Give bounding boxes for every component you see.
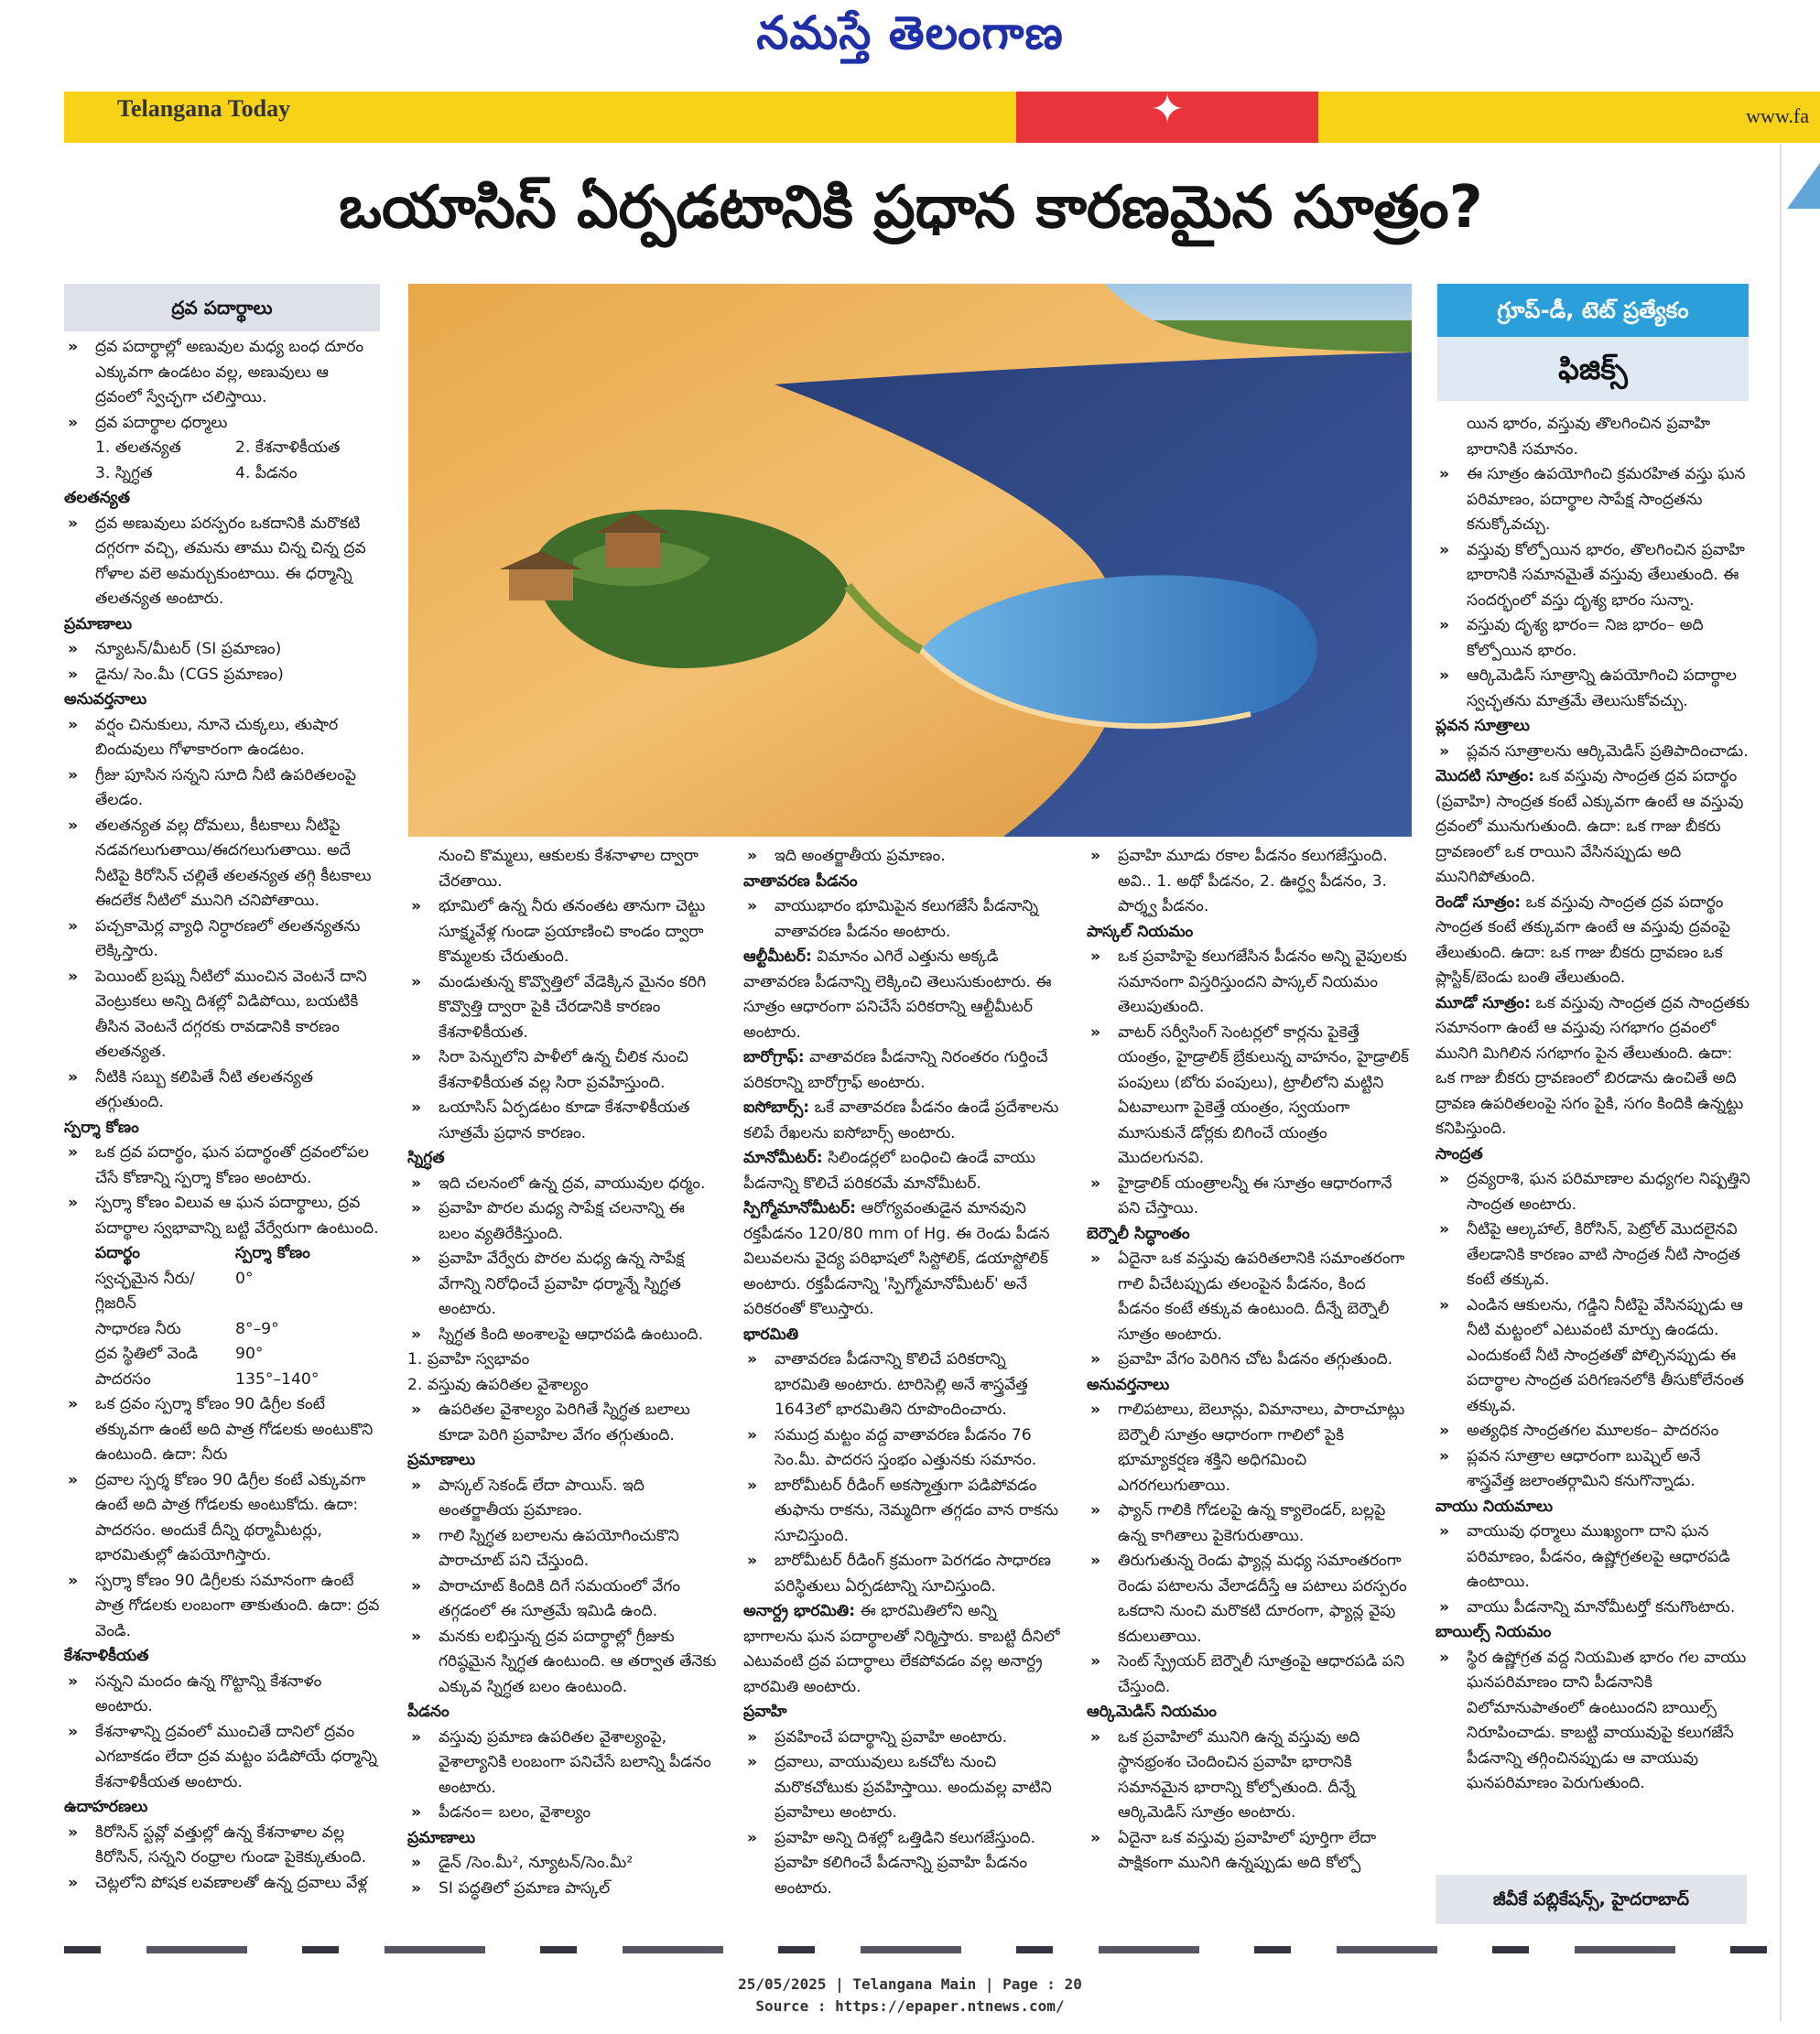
bullet-point: » పారాచూట్ కిందికి దిగే సమయంలో వేగం తగ్గడంలో ఈ సూత్రమే ఇమిడి ఉంది. bbox=[407, 1574, 719, 1625]
bullet-point: » స్థిర ఉష్ణోగ్రత వద్ద నియమిత భారం గల వాయు ఘనపరిమాణం దాని పీడనానికి విలోమానుపాతంలో ఉంటుందని బాయిల్స్ నిరూపించాడు. కాబట్టి వాయువుపై కలుగజేసే పీడనాన్ని తగ్గించినప్పుడు ఆ వాయువు ఘనపరిమాణం పెరుగుతుంది. bbox=[1435, 1646, 1750, 1797]
column-5 bbox=[1435, 412, 1750, 1872]
bullet-point: » న్యూటన్/మీటర్ (SI ప్రమాణం) bbox=[64, 637, 380, 663]
bullet-point: » ఒక ద్రవ పదార్థం, ఘన పదార్థంతో ద్రవంలోపల చేసే కోణాన్ని స్పర్శా కోణం అంటారు. bbox=[64, 1141, 380, 1191]
paragraph: నుంచి కొమ్మలు, ఆకులకు కేశనాళాల ద్వారా చేరతాయి. bbox=[439, 847, 699, 891]
bullet-point: » హైడ్రాలిక్ యంత్రాలన్నీ ఈ సూత్రం ఆధారంగానే పని చేస్తాయి. bbox=[1087, 1172, 1409, 1222]
bullet-point: » వాతావరణ పీడనాన్ని కొలిచే పరికరాన్ని భారమితి అంటారు. టారిసెల్లి అనే శాస్త్రవేత్త 1643లో భారమితిని రూపొందించారు. bbox=[743, 1347, 1060, 1423]
paragraph: స్పిగ్మోమానోమీటర్: ఆరోగ్యవంతుడైన మానవుని రక్తపీడనం 120/80 mm of Hg. ఈ రెండు పీడన విలువలను వైద్య పరిభాషలో సిస్టోలిక్, డయాస్టోలిక్ అంటారు. రక్తపీడనాన్ని 'స్పిగ్మోమానోమీటర్' అనే పరికరంతో కొలుస్తారు. bbox=[743, 1199, 1050, 1318]
bullet-point: » ఎండిన ఆకులను, గడ్డిని నీటిపై వేసినప్పుడు ఆ నీటి మట్టంలో ఎటువంటి మార్పు ఉండదు. ఎందుకంటే నీటి సాంద్రతతో పోల్చినప్పుడు ఈ పదార్థాల సాంద్రత పరిగణనలోకి తీసుకోలేనంత తక్కువ. bbox=[1435, 1293, 1750, 1420]
table-cell: 0° bbox=[235, 1269, 254, 1288]
bullet-point: » నీటిపై ఆల్కహాల్, కిరోసిన్, పెట్రోల్ మొదలైనవి తేలడానికి కారణం వాటి సాంద్రత నీటి సాంద్రత కంటే తక్కువ. bbox=[1435, 1217, 1750, 1293]
table-cell: సాధారణ నీరు bbox=[95, 1319, 181, 1338]
bullet-point: » పచ్చకామెర్ల వ్యాధి నిర్ధారణలో తలతన్యతను లెక్కిస్తారు. bbox=[64, 914, 380, 965]
page-info: 25/05/2025 | Telangana Main | Page : 20 bbox=[738, 1975, 1082, 1993]
paragraph: రెండో సూత్రం: ఒక వస్తువు సాంద్రత ద్రవ పదార్థం సాంద్రత కంటే తక్కువగా ఉంటే ఆ వస్తువు ద్రవంపై తేలుతుంది. ఉదా: ఒక గాజు బీకరు ద్రావణం ఒక ప్లాస్టిక్/బెండు బంతి తేలుతుంది. bbox=[1435, 893, 1730, 987]
paragraph: ఆల్టీమీటర్: విమానం ఎగిరే ఎత్తును అక్కడి వాతావరణ పీడనాన్ని లెక్కించి తెలుసుకుంటారు. ఈ సూత్రం ఆధారంగా పనిచేసే పరికరాన్ని ఆల్టీమీటర్ అంటారు. bbox=[743, 947, 1052, 1042]
bullet-point: » భూమిలో ఉన్న నీరు తనంతట తానుగా చెట్టు సూక్ష్మవేళ్ల గుండా ప్రయాణించి కాండం ద్వారా కొమ్మలకు చేరుతుంది. bbox=[407, 894, 719, 970]
bullet-point: » స్నిగ్ధత కింది అంశాలపై ఆధారపడి ఉంటుంది. bbox=[407, 1323, 719, 1348]
bullet-point: » మండుతున్న కొవ్వొత్తిలో వేడెక్కిన మైనం కరిగి కొవ్వొత్తి ద్వారా పైకి చేరడానికి కారణం కేశనాళికీయత. bbox=[407, 970, 719, 1046]
bullet-point: » బారోమీటర్ రీడింగ్ అకస్మాత్తుగా పడిపోవడం తుఫాను రాకను, నెమ్మదిగా తగ్గడం వాన రాకను సూచిస్తుంది. bbox=[743, 1474, 1060, 1550]
paragraph: మొదటి సూత్రం: ఒక వస్తువు సాంద్రత ద్రవ పదార్థం (ప్రవాహి) సాంద్రత కంటే ఎక్కువగా ఉంటే ఆ వస్తువు ద్రవంలో మునుగుతుంది. ఉదా: ఒక గాజు బీకరు ద్రావణంలో ఒక రాయిని వేసినప్పుడు అది మునిగిపోతుంది. bbox=[1435, 767, 1744, 886]
table-cell: 1. తలతన్యత bbox=[95, 438, 181, 457]
bullet-point: » మనకు లభిస్తున్న ద్రవ పదార్థాల్లో గ్రీజుకు గరిష్ఠమైన స్నిగ్ధత ఉంటుంది. ఆ తర్వాత తేనెకు ఎక్కువ స్నిగ్ధత బలం ఉంటుంది. bbox=[407, 1625, 719, 1701]
bullet-point: » ఇది అంతర్జాతీయ ప్రమాణం. bbox=[743, 844, 1060, 870]
bullet-point: » వాయువు ధర్మాలు ముఖ్యంగా దాని ఘన పరిమాణం, పీడనం, ఉష్ణోగ్రతలపై ఆధారపడి ఉంటాయి. bbox=[1435, 1520, 1750, 1596]
bullet-point: » ఫ్యాన్ గాలికి గోడలపై ఉన్న క్యాలెండర్, బల్లపై ఉన్న కాగితాలు పైకెగురుతాయి. bbox=[1087, 1498, 1409, 1549]
subheading: ప్లవన సూత్రాలు bbox=[1435, 717, 1530, 735]
bullet-point: » గాలి స్నిగ్ధత బలాలను ఉపయోగించుకొని పారాచూట్ పని చేస్తుంది. bbox=[407, 1524, 719, 1574]
paragraph: మూడో సూత్రం: ఒక వస్తువు సాంద్రత ద్రవ సాంద్రతకు సమానంగా ఉంటే ఆ వస్తువు సగభాగం ద్రవంలో మునిగి మిగిలిన సగభాగం పైన తేలుతుంది. ఉదా: ఒక గాజు బీకరు ద్రావణంలో బిరడాను ఉంచితే అది ద్రావణ ఉపరితలంపై సగం పైకి, సగం కిందికి ఉన్నట్టు కనిపిస్తుంది. bbox=[1435, 993, 1750, 1138]
source-url: Source : https://epaper.ntnews.com/ bbox=[755, 1997, 1065, 2015]
bullet-point: » సముద్ర మట్టం వద్ద వాతావరణ పీడనం 76 సెం.మీ. పాదరస స్తంభం ఎత్తునకు సమానం. bbox=[743, 1423, 1060, 1474]
subheading: వాయు నియమాలు bbox=[1435, 1497, 1554, 1516]
bullet-point: » ప్రవాహి మూడు రకాల పీడనం కలుగజేస్తుంది. అవి.. 1. అథో పీడనం, 2. ఊర్ధ్వ పీడనం, 3. పార్శ్వ పీడనం. bbox=[1087, 844, 1409, 920]
table-cell: స్వచ్ఛమైన నీరు/గ్లిజరిన్ bbox=[95, 1269, 195, 1313]
bullet-point: » పెయింట్ బ్రష్ను నీటిలో ముంచిన వెంటనే దాని వెంట్రుకలు అన్ని దిశల్లో విడిపోయి, బయటికి తీసిన వెంటనే దగ్గరకు రావడానికి కారణం తలతన్యత. bbox=[64, 965, 380, 1066]
bullet-point: » ఏదైనా ఒక వస్తువు ఉపరితలానికి సమాంతరంగా గాలి వీచేటప్పుడు తలంపైన పీడనం, కింద పీడనం కంటే తక్కువ ఉంటుంది. దీన్నే బెర్నౌలీ సూత్రం అంటారు. bbox=[1087, 1247, 1409, 1347]
bullet-point: » సిరా పెన్నులోని పాళీలో ఉన్న చీలిక నుంచి కేశనాళికీయత వల్ల సిరా ప్రవహిస్తుంది. bbox=[407, 1045, 719, 1096]
bullet-point: » వస్తువు ప్రమాణ ఉపరితల వైశాల్యంపై, వైశాల్యానికి లంబంగా పనిచేసే బలాన్ని పీడనం అంటారు. bbox=[407, 1726, 719, 1801]
paragraph: యిన భారం, వస్తువు తొలగించిన ప్రవాహి భారానికి సమానం. bbox=[1467, 415, 1710, 459]
bullet-point: » ఉపరితల వైశాల్యం పెరిగితే స్నిగ్ధత బలాలు కూడా పెరిగి ప్రవాహిల వేగం తగ్గుతుంది. bbox=[407, 1398, 719, 1448]
top-ad-strip bbox=[64, 86, 1820, 143]
table-cell: పాదరసం bbox=[95, 1369, 151, 1389]
bullet-point: » సన్నని మందం ఉన్న గొట్టాన్ని కేశనాళం అంటారు. bbox=[64, 1670, 380, 1720]
bullet-point: » వర్షం చినుకులు, నూనె చుక్కలు, తుషార బిందువులు గోళాకారంగా ఉండటం. bbox=[64, 713, 380, 763]
subheading: ప్రమాణాలు bbox=[64, 614, 133, 633]
paragraph: 2. వస్తువు ఉపరితల వైశాల్యం bbox=[407, 1375, 589, 1394]
bullet-point: » వస్తువు దృశ్య భారం= నిజ భారం– అది కోల్పోయిన భారం. bbox=[1435, 613, 1750, 664]
exam-tag: గ్రూప్-డీ, టెట్ ప్రత్యేకం bbox=[1437, 284, 1749, 337]
table-cell: స్పర్శా కోణం bbox=[235, 1244, 310, 1262]
subheading: ప్రమాణాలు bbox=[407, 1828, 476, 1847]
table-cell: ద్రవ స్థితిలో వెండి bbox=[95, 1345, 199, 1363]
bullet-point: » స్పర్శా కోణం విలువ ఆ ఘన పదార్థాలు, ద్రవ పదార్థాల స్వభావాన్ని బట్టి వేర్వేరుగా ఉంటుంది. bbox=[64, 1191, 380, 1241]
publisher-credit: జీవీకే పబ్లికేషన్స్, హైదరాబాద్ bbox=[1435, 1875, 1747, 1924]
bullet-point: » వాటర్ సర్వీసింగ్ సెంటర్లలో కార్లను పైకెత్తే యంత్రం, హైడ్రాలిక్ బ్రేకులున్న వాహనం, హైడ్రాలిక్ పంపులు (బోరు పంపులు), ట్రాలీలోని మట్టిని ఏటవాలుగా పైకెత్తే యంత్రం, స్వయంగా మూసుకునే డోర్లకు బిగించే యంత్రం మొదలగునవి. bbox=[1087, 1021, 1409, 1172]
tag-boxes bbox=[1437, 284, 1749, 401]
bullet-point: » వస్తువు కోల్పోయిన భారం, తొలగించిన ప్రవాహి భారానికి సమానమైతే వస్తువు తేలుతుంది. ఈ సందర్భంలో వస్తు దృశ్య భారం సున్నా. bbox=[1435, 538, 1750, 614]
table-row bbox=[64, 1267, 380, 1317]
table-row bbox=[64, 1368, 380, 1393]
bullet-point: » ద్రవ పదార్థాల ధర్మాలు bbox=[64, 411, 380, 437]
table-cell: 4. పీడనం bbox=[235, 463, 298, 482]
bullet-point: » నీటికి సబ్బు కలిపితే నీటి తలతన్యత తగ్గుతుంది. bbox=[64, 1066, 380, 1116]
bullet-point: » ఈ సూత్రం ఉపయోగించి క్రమరహిత వస్తు ఘన పరిమాణం, పదార్థాల సాపేక్ష సాంద్రతను కనుక్కోవచ్చు. bbox=[1435, 462, 1750, 538]
table-row bbox=[64, 1342, 380, 1368]
paragraph: మానోమీటర్: సిలిండర్లలో బంధించి ఉండే వాయు పీడనాన్ని కొలిచే పరికరమే మానోమీటర్. bbox=[743, 1149, 1036, 1193]
bullet-point: » ప్లవన సూత్రాలను ఆర్కిమెడిస్ ప్రతిపాదించాడు. bbox=[1435, 740, 1750, 765]
subheading: సాంద్రత bbox=[1435, 1144, 1483, 1163]
oasis-photo bbox=[408, 284, 1412, 837]
bullet-point: » డైన్ /సెం.మీ², న్యూటన్/సెం.మీ² bbox=[407, 1851, 719, 1877]
bullet-point: » గ్రీజు పూసిన సన్నని సూది నీటి ఉపరితలంపై తేలడం. bbox=[64, 763, 380, 814]
subheading: ఉదాహరణలు bbox=[64, 1798, 148, 1816]
paragraph: ఐసోబార్స్: ఒకే వాతావరణ పీడనం ఉండే ప్రదేశాలను కలిపే రేఖలను ఐసోబార్స్ అంటారు. bbox=[743, 1098, 1059, 1142]
subheading: స్పర్శా కోణం bbox=[64, 1118, 139, 1137]
bullet-point: » ఒక ప్రవాహిలో మునిగి ఉన్న వస్తువు అది స్థానభ్రంశం చెందించిన ప్రవాహి భారానికి సమానమైన భారాన్ని కోల్పోతుంది. దీన్నే ఆర్కిమెడిస్ సూత్రం అంటారు. bbox=[1087, 1726, 1409, 1826]
column-3 bbox=[743, 844, 1060, 1929]
table-row bbox=[64, 1241, 380, 1267]
column-2 bbox=[407, 844, 719, 1929]
table-cell: 135°–140° bbox=[235, 1369, 320, 1389]
subheading: అనువర్తనాలు bbox=[1087, 1375, 1170, 1394]
bullet-point: » సెంట్ స్ప్రేయర్ బెర్నౌలీ సూత్రంపై ఆధారపడి పని చేస్తుంది. bbox=[1087, 1650, 1409, 1700]
bullet-point: » ఒయాసిస్ ఏర్పడటం కూడా కేశనాళికీయత సూత్రమే ప్రధాన కారణం. bbox=[407, 1096, 719, 1146]
bullet-point: » చెట్లలోని పోషక లవణాలతో ఉన్న ద్రవాలు వేళ్ల bbox=[64, 1871, 380, 1897]
column-4 bbox=[1087, 844, 1409, 1929]
subheading: పాస్కల్ నియమం bbox=[1087, 922, 1194, 941]
newspaper-logo: నమస్తే తెలంగాణ bbox=[756, 5, 1064, 60]
table-row bbox=[64, 436, 380, 461]
strip-url: www.fa bbox=[1746, 104, 1809, 127]
bullet-point: » ప్రవహించే పదార్థాన్ని ప్రవాహి అంటారు. bbox=[743, 1726, 1060, 1751]
bullet-point: » ద్రవ్యరాశి, ఘన పరిమాణాల మధ్యగల నిష్పత్తిని సాంద్రత అంటారు. bbox=[1435, 1167, 1750, 1217]
book-icon bbox=[1787, 163, 1820, 209]
bullet-point: » వాయు పీడనాన్ని మానోమీటర్తో కనుగొంటారు. bbox=[1435, 1596, 1750, 1621]
subheading: ప్రమాణాలు bbox=[407, 1451, 476, 1469]
bullet-point: » ప్లవన సూత్రాల ఆధారంగా బుష్నెల్ అనే శాస్త్రవేత్త జలాంతర్గామిని కనుగొన్నాడు. bbox=[1435, 1444, 1750, 1495]
bullet-point: » వాయుభారం భూమిపైన కలుగజేసే పీడనాన్ని వాతావరణ పీడనం అంటారు. bbox=[743, 894, 1060, 945]
oasis-illustration bbox=[408, 284, 1412, 837]
red-logo-box: ✦ bbox=[1016, 92, 1318, 143]
table-cell: 3. స్నిగ్ధత bbox=[95, 463, 153, 482]
subject-tag: ఫిజిక్స్ bbox=[1437, 337, 1749, 401]
bullet-point: » పాస్కల్ సెకండ్ లేదా పాయిస్. ఇది అంతర్జాతీయ ప్రమాణం. bbox=[407, 1474, 719, 1524]
adjacent-page-edge bbox=[1780, 145, 1820, 2021]
column-1 bbox=[64, 284, 380, 1931]
bullet-point: » అత్యధిక సాంద్రతగల మూలకం– పాదరసం bbox=[1435, 1419, 1750, 1444]
paragraph: 1. ప్రవాహి స్వభావం bbox=[407, 1350, 530, 1369]
table-cell: పదార్థం bbox=[95, 1244, 141, 1262]
bullet-point: » కిరోసిన్ స్టవ్లో వత్తుల్లో ఉన్న కేశనాళాల వల్ల కిరోసిన్, సన్నని రంధ్రాల గుండా పైకెక్కుతుంది. bbox=[64, 1821, 380, 1871]
bullet-point: » ప్రవాహి వేగం పెరిగిన చోట పీడనం తగ్గుతుంది. bbox=[1087, 1347, 1409, 1373]
section-label: ద్రవ పదార్థాలు bbox=[64, 284, 380, 331]
bullet-point: » ఒక ద్రవం స్పర్శా కోణం 90 డిగ్రీల కంటే తక్కువగా ఉంటే అది పాత్ర గోడలకు అంటుకొని ఉంటుంది. ఉదా: నీరు bbox=[64, 1392, 380, 1468]
bullet-point: » ప్రవాహి పొరల మధ్య సాపేక్ష చలనాన్ని ఈ బలం వ్యతిరేకిస్తుంది. bbox=[407, 1196, 719, 1247]
bullet-point: » ద్రవాలు, వాయువులు ఒకచోట నుంచి మరొకచోటుకు ప్రవహిస్తాయి. అందువల్ల వాటిని ప్రవాహిలు అంటారు. bbox=[743, 1750, 1060, 1826]
bullet-point: » ఆర్కిమెడిస్ సూత్రాన్ని ఉపయోగించి పదార్థాల స్వచ్ఛతను మాత్రమే తెలుసుకోవచ్చు. bbox=[1435, 664, 1750, 714]
bullet-point: » స్పర్శా కోణం 90 డిగ్రీలకు సమానంగా ఉంటే పాత్ర గోడలకు లంబంగా తాకుతుంది. ఉదా: ద్రవ వెండి. bbox=[64, 1569, 380, 1645]
bullet-point: » ప్రవాహి వేర్వేరు పొరల మధ్య ఉన్న సాపేక్ష వేగాన్ని నిరోధించే ప్రవాహి ధర్మాన్నే స్నిగ్ధత అంటారు. bbox=[407, 1247, 719, 1323]
table-row bbox=[64, 1317, 380, 1343]
bullet-point: » ప్రవాహి అన్ని దిశల్లో ఒత్తిడిని కలుగజేస్తుంది. ప్రవాహి కలిగించే పీడనాన్ని ప్రవాహి పీడనం అంటారు. bbox=[743, 1826, 1060, 1902]
telangana-today-logo: Telangana Today bbox=[117, 95, 291, 122]
subheading: ప్రవాహి bbox=[743, 1703, 787, 1721]
bullet-point: » తలతన్యత వల్ల దోమలు, కీటకాలు నీటిపై నడవగలుగుతాయి/ఈదగలుగుతాయి. అదే నీటిపై కిరోసిన్ చల్లితే తలతన్యత తగ్గి కీటకాలు ఈదలేక నీటిలో మునిగి చనిపోతాయి. bbox=[64, 814, 380, 914]
bullet-point: » పీడనం= బలం, వైశాల్యం bbox=[407, 1801, 719, 1826]
masthead bbox=[0, 0, 1820, 71]
bullet-point: » గాలిపటాలు, బెలూన్లు, విమానాలు, పారాచూట్లు బెర్నౌలీ సూత్రం ఆధారంగా గాలిలో పైకి భూమ్యాకర్షణ శక్తిని అధిగమించి ఎగరగలుగుతాయి. bbox=[1087, 1398, 1409, 1498]
paragraph: అనార్ద్ర భారమితి: ఈ భారమితిలోని అన్ని భాగాలను ఘన పదార్థాలతో నిర్మిస్తారు. కాబట్టి దీనిలో ఎటువంటి ద్రవ పదార్థాలు లేకపోవడం వల్ల అనార్ద్ర భారమితి అంటారు. bbox=[743, 1602, 1060, 1696]
bullet-point: » తిరుగుతున్న రెండు ఫ్యాన్ల మధ్య సమాంతరంగా రెండు పటాలను వేలాడదీస్తే ఆ పటాలు పరస్పరం ఒకదాని నుంచి మరొకటి దూరంగా, ఫ్యాన్ల వైపు కదులుతాయి. bbox=[1087, 1549, 1409, 1650]
subheading: బెర్నౌలీ సిద్ధాంతం bbox=[1087, 1224, 1190, 1243]
bullet-point: » ద్రవ పదార్థాల్లో అణువుల మధ్య బంధ దూరం ఎక్కువగా ఉండటం వల్ల, అణువులు ఆ ద్రవంలో స్వేచ్ఛగా చలిస్తాయి. bbox=[64, 335, 380, 411]
subheading: వాతావరణ పీడనం bbox=[743, 871, 858, 891]
bottom-ad-strip bbox=[64, 1946, 1776, 1953]
table-row bbox=[64, 461, 380, 487]
bullet-point: » బారోమీటర్ రీడింగ్ క్రమంగా పెరగడం సాధారణ పరిస్థితులు ఏర్పడటాన్ని సూచిస్తుంది. bbox=[743, 1549, 1060, 1599]
bullet-point: » ఇది చలనంలో ఉన్న ద్రవ, వాయువుల ధర్మం. bbox=[407, 1172, 719, 1197]
subheading: ఆర్కిమెడిస్ నియమం bbox=[1087, 1703, 1218, 1721]
table-cell: 2. కేశనాళికీయత bbox=[235, 438, 341, 457]
subheading: అనువర్తనాలు bbox=[64, 690, 147, 709]
subheading: బాయిల్స్ నియమం bbox=[1435, 1623, 1552, 1641]
bullet-point: » ద్రవ అణువులు పరస్పరం ఒకదానికి మరొకటి దగ్గరగా వచ్చి, తమను తాము చిన్న చిన్న ద్రవ గోళాల వలె అమర్చుకుంటాయి. ఈ ధర్మాన్ని తలతన్యత అంటారు. bbox=[64, 512, 380, 612]
bullet-point: » డైను/ సెం.మీ (CGS ప్రమాణం) bbox=[64, 663, 380, 688]
bullet-point: » SI పద్ధతిలో ప్రమాణ పాస్కల్ bbox=[407, 1877, 719, 1902]
subheading: పీడనం bbox=[407, 1703, 450, 1721]
bullet-point: » ఏదైనా ఒక వస్తువు ప్రవాహిలో పూర్తిగా లేదా పాక్షికంగా మునిగి ఉన్నప్పుడు అది కోల్పో bbox=[1087, 1826, 1409, 1877]
paragraph: బారోగ్రాఫ్: వాతావరణ పీడనాన్ని నిరంతరం గుర్తించే పరికరాన్ని బారోగ్రాఫ్ అంటారు. bbox=[743, 1048, 1048, 1092]
table-cell: 8°–9° bbox=[235, 1319, 279, 1338]
subheading: భారమితి bbox=[743, 1325, 799, 1344]
table-cell: 90° bbox=[235, 1345, 264, 1363]
bullet-point: » ఒక ప్రవాహిపై కలుగజేసిన పీడనం అన్ని వైపులకు సమానంగా విస్తరిస్తుందని పాస్కల్ నియమం తెలుపుతుంది. bbox=[1087, 945, 1409, 1021]
bullet-point: » ద్రవాల స్పర్శ కోణం 90 డిగ్రీల కంటే ఎక్కువగా ఉంటే అది పాత్ర గోడలకు అంటుకోదు. ఉదా: పాదరసం. అందుకే దీన్ని థర్మామీటర్లు, భారమితుల్లో ఉపయోగిస్తారు. bbox=[64, 1468, 380, 1569]
bullet-point: » కేశనాళాన్ని ద్రవంలో ముంచితే దానిలో ద్రవం ఎగబాకడం లేదా ద్రవ మట్టం పడిపోయే ధర్మాన్ని కేశనాళికీయత అంటారు. bbox=[64, 1720, 380, 1796]
subheading: కేశనాళికీయత bbox=[64, 1647, 149, 1665]
subheading: స్నిగ్ధత bbox=[407, 1149, 445, 1167]
subheading: తలతన్యత bbox=[64, 489, 131, 507]
article-headline: ఒయాసిస్ ఏర్పడటానికి ప్రధాన కారణమైన సూత్రం? bbox=[339, 174, 1483, 242]
